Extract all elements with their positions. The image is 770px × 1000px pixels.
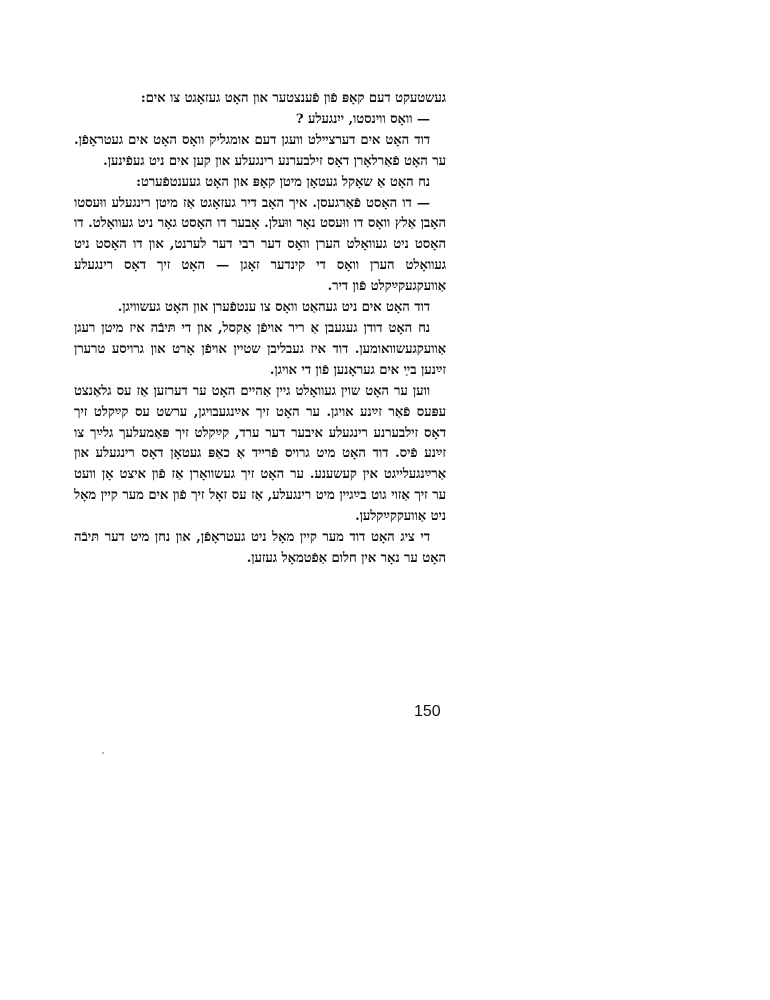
paragraph-6: דוד האָט אים ניט געהאַט וואָס צו ענטפֿערן און האָט געשוויגן. (117, 300, 430, 316)
paragraph-5: — דו האָסט פֿאַרגעסן. איך האָב דיר געזאָגט אַז מיטן רינגעלע ווּעסטו האָבן אַלץ וואָס דו ווּעסט נאָר ווּעלן. אָבער דו האָסט גאָר ניט געוואָלט. דו האָסט ניט געוואָלט הערן וואָס דער רבי דער לערנט, און דו האָסט ניט געוואָלט הערן וואָס די קינדער זאָגן — האָט זיך דאָס רינגעלע אַוועקגעקײַקלט פֿון דיר. (74, 195, 446, 295)
paragraph-3: דוד האָט אים דערציילט וועגן דעם אומגליק וואָס האָט אים געטראָפֿן. ער האָט פֿאַרלאָרן דאָס זילבערנע רינגעלע און קען אים ניט געפֿינען. (74, 132, 446, 169)
paragraph-7: נח האָט דודן געגעבן אַ ריר אויפֿן אַקסל, און די תּיבֿה איז מיטן רעגן אַוועקגעשוואומען. דוד איז געבליבן שטיין אויפֿן אָרט און גרויסע טרערן זײַנען בײַ אים געראָנען פֿון די אויגן. (74, 320, 446, 378)
scan-speck (102, 752, 104, 754)
paragraph-8: ווען ער האָט שוין געוואָלט גיין אַהיים האָט ער דערזען אַז עס גלאַנצט עפּעס פֿאַר זײַנע אויגן. ער האָט זיך אײַנגעבויגן, ערשט עס קײַקלט זיך דאָס זילבערנע רינגעלע איבער דער ערד, קײַקלט זיך פּאַמעלעך גלײַך צו זײַנע פֿיס. דוד האָט מיט גרויס פֿרייד אַ כאַפּ געטאָן דאָס רינגעלע און אַרײַנגעלייגט אין קעשענע. ער האָט זיך געשוואָרן אַז פֿון איצט אָן וועט ער זיך אַזוי גוט בײַגיין מיט רינגעלע, אַז עס זאָל זיך פֿון אים מער קיין מאָל ניט אַוועקקײַקלען. (74, 383, 446, 525)
body-text (74, 89, 446, 570)
page-number: 150 (414, 703, 441, 720)
paragraph-1: געשטעקט דעם קאָפּ פֿון פֿענצטער און האָט געזאָגט צו אים: (140, 91, 446, 106)
paragraph-4: נח האָט אַ שאָקל געטאָן מיטן קאָפּ און האָט געענטפֿערט: (136, 174, 430, 190)
paragraph-9: די ציג האָט דוד מער קיין מאָל ניט געטראָפֿן, און נחן מיט דער תּיבֿה האָט ער נאָר אין חלום אַפֿטמאָל געזען. (74, 530, 446, 566)
paragraph-2: — וואָס ווינסטו, ייִנגעלע ? (295, 111, 430, 127)
